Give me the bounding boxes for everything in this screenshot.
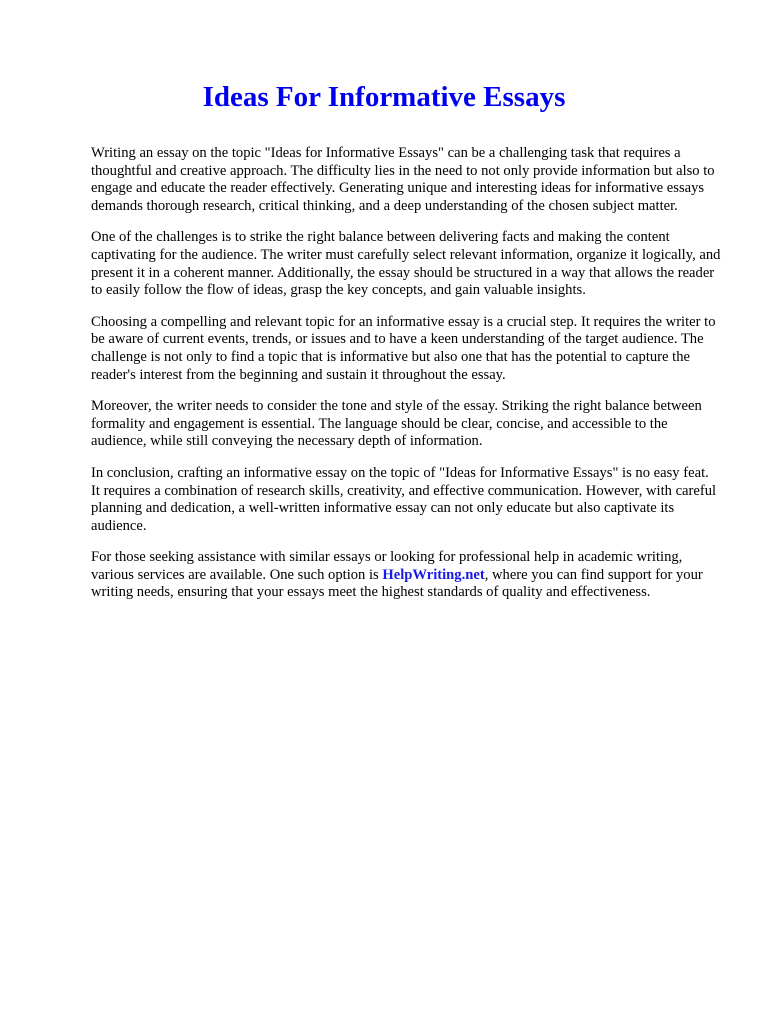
paragraph-intro: Writing an essay on the topic "Ideas for Informative Essays" can be a challenging task that requires a thoughtful and creative approach. The difficulty lies in the need to not only provide information but also to engage and educate the reader effectively. Generating unique and interesting ideas for informative essays demands thorough research, critical thinking, and a deep understanding of the chosen subject matter. [91,145,715,214]
helpwriting-link[interactable]: HelpWriting.net [382,566,485,583]
assistance-text-before: For those seeking assistance with similar essays or looking for professional help in academic writing, various services are available. One such option is [91,549,683,583]
paragraph-tone-style: Moreover, the writer needs to consider the tone and style of the essay. Striking the right balance between formality and engagement is essential. The language should be clear, concise, and accessible to the audience, while still conveying the necessary depth of information. [91,398,702,450]
paragraph-assistance [91,549,721,602]
page-title: Ideas For Informative Essays [202,81,566,113]
paragraph-conclusion: In conclusion, crafting an informative essay on the topic of "Ideas for Informative Essays" is no easy feat. It requires a combination of research skills, creativity, and effective communication. However, with careful planning and dedication, a well-written informative essay can not only educate but also captivate its audience. [91,464,717,534]
document-body [91,145,721,616]
assistance-text-after: , where you can find support for your writing needs, ensuring that your essays meet the highest standards of quality and effectiveness. [91,566,703,601]
paragraph-topic-choice: Choosing a compelling and relevant topic for an informative essay is a crucial step. It requires the writer to be aware of current events, trends, or issues and to have a keen understanding of the target audience. The challenge is not only to find a topic that is informative but also one that has the potential to capture the reader's interest from the beginning and sustain it throughout the essay. [91,313,716,383]
paragraph-challenges: One of the challenges is to strike the right balance between delivering facts and making the content captivating for the audience. The writer must carefully select relevant information, organize it logically, and present it in a coherent manner. Additionally, the essay should be structured in a way that allows the reader to easily follow the flow of ideas, grasp the key concepts, and gain valuable insights. [91,229,721,299]
